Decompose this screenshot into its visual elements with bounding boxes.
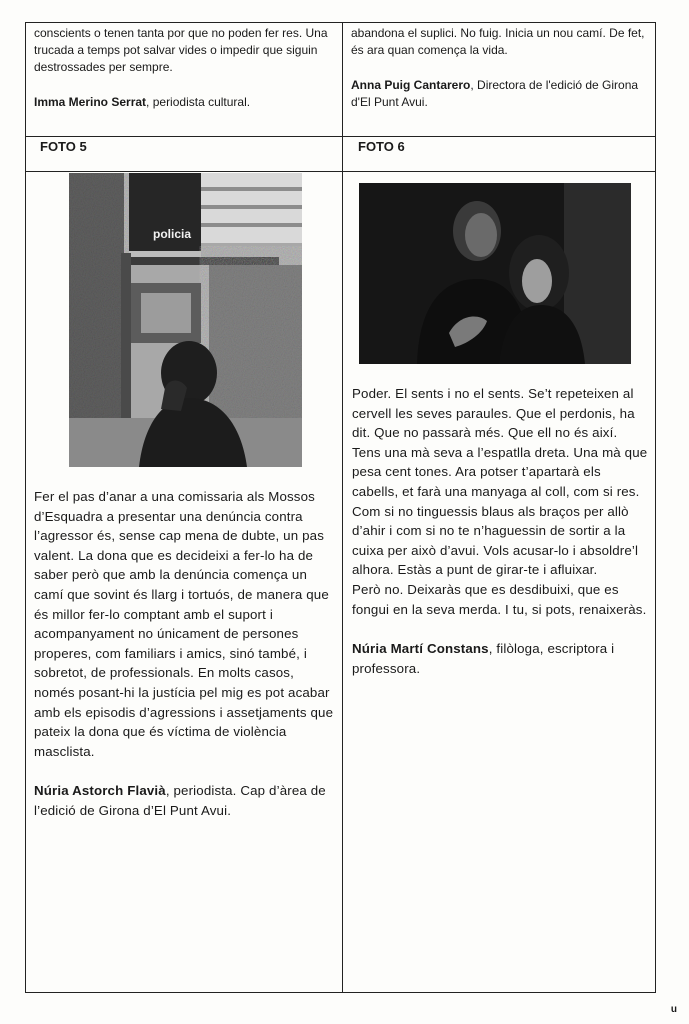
author-name: Imma Merino Serrat xyxy=(34,95,147,109)
page-mark: u xyxy=(670,1004,677,1015)
author-role: , Directora de l'edició de Girona d'El Punt Avui. xyxy=(351,78,639,109)
author-role: , filòloga, escriptora i professora. xyxy=(352,641,615,676)
foto6-text-para-2: Però no. Deixaràs que es desdibuixi, que es fongui en la seva merda. I tu, si pots, renaixeràs. xyxy=(352,581,647,617)
foto5-label: FOTO 5 xyxy=(40,139,87,154)
row-divider xyxy=(25,171,656,172)
photo-police-station xyxy=(69,173,302,467)
top-left-text: conscients o tenen tanta por que no poden fer res. Una trucada a temps pot salvar vides o impedir que siguin destrossades per sempre. xyxy=(34,26,328,74)
foto5-signature xyxy=(34,781,336,820)
foto6-label: FOTO 6 xyxy=(358,139,405,154)
foto6-text-cell xyxy=(352,384,649,678)
top-left-cell xyxy=(34,25,336,111)
top-right-signature xyxy=(351,77,649,111)
photo-couple-image xyxy=(359,183,631,364)
photo-couple xyxy=(359,183,631,364)
row-divider xyxy=(25,136,656,137)
foto5-text: Fer el pas d’anar a una comissaria als Mossos d’Esquadra a presentar una denúncia contra l’agressor és, sense cap mena de dubte, un pas valent. La dona que es decideixi a fer-lo ha de saber però que amb la denúncia comença un camí que sovint és llarg i tortuós, de manera que és millor fer-lo comptant amb el suport i acompanyament no únicament de persones properes, com familiars i amics, sinó també, i sobretot, de professionals. En molts casos, només posant-hi la justícia pel mig es pot acabar amb els episodis d’agressions i assetjaments que pateix la dona que és víctima de violència masclista. xyxy=(34,489,334,759)
column-divider xyxy=(342,22,343,993)
top-right-cell xyxy=(351,25,649,111)
author-role: , periodista. Cap d’àrea de l’edició de Girona d’El Punt Avui. xyxy=(34,783,326,818)
top-left-signature xyxy=(34,94,336,111)
photo-police-station-image xyxy=(69,173,302,467)
author-name: Núria Astorch Flavià xyxy=(34,783,166,799)
author-role: , periodista cultural. xyxy=(146,95,251,109)
author-name: Anna Puig Cantarero xyxy=(351,78,471,92)
foto5-text-cell xyxy=(34,487,336,821)
top-right-text: abandona el suplici. No fuig. Inicia un nou camí. De fet, és ara quan comença la vida. xyxy=(351,26,645,57)
foto6-text-para-1: Poder. El sents i no el sents. Se’t repeteixen al cervell les seves paraules. Que el perdonis, ha dit. Que no passarà més. Que ell no és així. Tens una mà seva a l’espatlla dreta. Una mà que pesa cent tones. Ara potser t’apartarà els cabells, et farà una manyaga al coll, com si res. Com si no tinguessis blaus als braços per allò d’ahir i com si no te n’haguessin de sortir a la cuixa per això d’avui. Vols acusar-lo i absoldre’l alhora. Estàs a punt de girar-te i afluixar. xyxy=(352,386,648,578)
police-sign-text: policia xyxy=(153,227,192,241)
author-name: Núria Martí Constans xyxy=(352,641,489,657)
foto6-signature xyxy=(352,639,649,678)
